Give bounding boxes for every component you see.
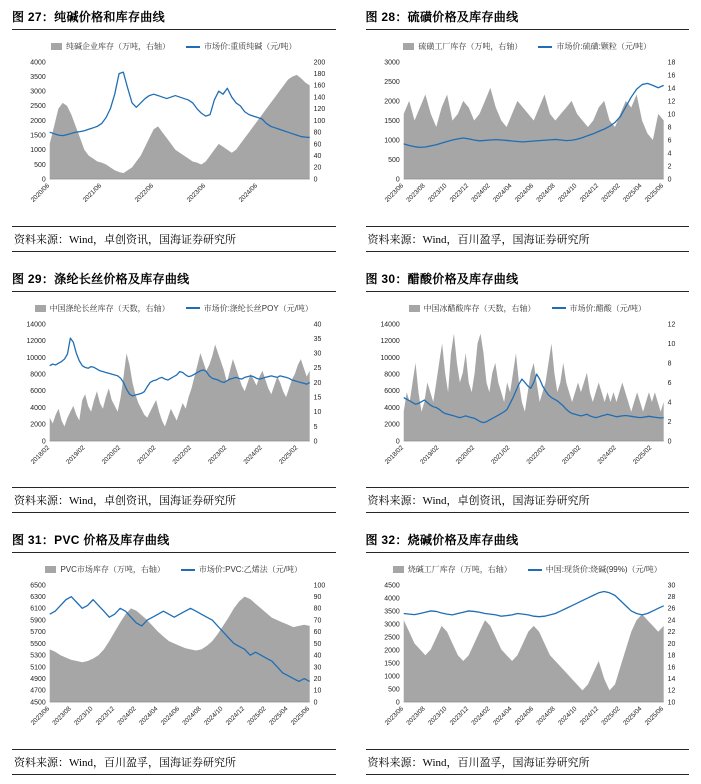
svg-text:2025/02: 2025/02 [599, 705, 622, 728]
svg-text:14000: 14000 [379, 321, 400, 329]
svg-text:20: 20 [313, 379, 322, 387]
svg-text:80: 80 [313, 129, 322, 137]
svg-text:5100: 5100 [30, 664, 46, 672]
chart-canvas [12, 577, 336, 746]
figure-title: 图 29：涤纶长丝价格及库存曲线 [12, 270, 336, 292]
legend-item-price [552, 303, 646, 314]
svg-text:0: 0 [667, 438, 672, 446]
svg-text:18: 18 [667, 59, 675, 67]
svg-text:6000: 6000 [383, 387, 400, 395]
bar-series-swatch-icon [45, 566, 56, 573]
svg-text:12: 12 [667, 688, 675, 696]
svg-text:2025/04: 2025/04 [268, 705, 290, 728]
figure-title: 图 31：PVC 价格及库存曲线 [12, 531, 336, 553]
svg-text:2024/02: 2024/02 [595, 444, 618, 466]
svg-text:2020/02: 2020/02 [454, 444, 476, 466]
svg-text:2: 2 [667, 418, 672, 426]
svg-text:40: 40 [313, 321, 322, 329]
svg-text:2024/06: 2024/06 [513, 182, 535, 204]
svg-text:180: 180 [313, 71, 326, 79]
legend-item-inventory [35, 303, 170, 314]
svg-text:14: 14 [667, 85, 675, 93]
legend-item-price [186, 303, 313, 314]
svg-text:0: 0 [313, 699, 318, 707]
svg-text:1000: 1000 [30, 147, 46, 155]
svg-text:5: 5 [313, 423, 318, 431]
svg-text:4500: 4500 [30, 699, 46, 707]
source-note: 资料来源：Wind，卓创资讯，国海证券研究所 [12, 226, 336, 252]
svg-text:5500: 5500 [30, 641, 46, 649]
svg-text:2000: 2000 [30, 421, 46, 429]
svg-text:2019/02: 2019/02 [418, 444, 441, 466]
svg-text:10000: 10000 [26, 354, 46, 362]
svg-text:2024/12: 2024/12 [224, 705, 247, 728]
figure-31 [12, 531, 336, 775]
svg-text:2000: 2000 [383, 98, 400, 106]
svg-text:4900: 4900 [30, 676, 46, 684]
svg-text:140: 140 [313, 94, 326, 102]
svg-text:6300: 6300 [30, 594, 46, 602]
legend-item-inventory [403, 41, 522, 52]
bar-series-swatch-icon [409, 305, 420, 312]
svg-text:10: 10 [313, 688, 322, 696]
bar-series-label: 中国冰醋酸库存（天数，右轴） [423, 303, 536, 313]
source-note: 资料来源：Wind，百川盈孚，国海证券研究所 [366, 749, 690, 775]
legend-item-price [538, 41, 651, 52]
line-series-label: 市场价:涤纶长丝POY（元/吨） [203, 303, 313, 313]
svg-text:0: 0 [395, 176, 400, 184]
chart-legend [366, 564, 690, 575]
svg-text:2023/02: 2023/02 [206, 444, 229, 466]
chart-canvas [366, 54, 690, 223]
chart-legend [366, 41, 690, 52]
svg-text:2024/06: 2024/06 [237, 182, 260, 204]
svg-text:2024/06: 2024/06 [159, 705, 182, 728]
chart-canvas [12, 54, 336, 223]
svg-text:12: 12 [667, 98, 675, 106]
bar-series-swatch-icon [35, 305, 46, 312]
svg-text:6: 6 [667, 379, 672, 387]
svg-text:1000: 1000 [383, 137, 400, 145]
svg-text:500: 500 [387, 686, 400, 694]
svg-text:20: 20 [313, 164, 322, 172]
svg-text:40: 40 [313, 652, 322, 660]
svg-text:10: 10 [667, 340, 675, 348]
svg-text:100: 100 [313, 117, 326, 125]
svg-text:4000: 4000 [383, 404, 400, 412]
svg-text:0: 0 [667, 176, 672, 184]
svg-text:6500: 6500 [30, 582, 46, 590]
svg-text:35: 35 [313, 335, 322, 343]
svg-text:1500: 1500 [383, 660, 400, 668]
svg-text:2025/04: 2025/04 [621, 705, 643, 728]
svg-text:2024/08: 2024/08 [534, 705, 557, 728]
svg-text:8000: 8000 [383, 371, 400, 379]
chart-legend [12, 41, 336, 52]
svg-text:2000: 2000 [383, 647, 400, 655]
figure-28 [366, 8, 690, 252]
svg-text:10: 10 [313, 408, 322, 416]
svg-text:30: 30 [313, 664, 322, 672]
svg-text:8: 8 [667, 360, 672, 368]
bar-series-label: PVC市场库存（万吨，右轴） [60, 565, 165, 575]
svg-text:15: 15 [313, 394, 322, 402]
svg-text:2023/08: 2023/08 [404, 182, 427, 204]
svg-text:4500: 4500 [383, 582, 400, 590]
svg-text:0: 0 [313, 438, 318, 446]
svg-text:2025/02: 2025/02 [631, 444, 653, 466]
svg-text:2022/02: 2022/02 [525, 444, 547, 466]
svg-text:18: 18 [667, 652, 675, 660]
svg-text:20: 20 [667, 641, 675, 649]
svg-text:2018/02: 2018/02 [383, 444, 405, 466]
svg-text:25: 25 [313, 364, 322, 372]
svg-text:2025/06: 2025/06 [643, 182, 665, 204]
svg-text:2024/12: 2024/12 [578, 705, 600, 728]
svg-text:2025/06: 2025/06 [289, 705, 312, 728]
svg-text:6100: 6100 [30, 606, 46, 614]
line-series-swatch-icon [538, 46, 552, 48]
source-note: 资料来源：Wind，卓创资讯，国海证券研究所 [366, 487, 690, 513]
legend-item-price [186, 41, 296, 52]
svg-text:2023/10: 2023/10 [426, 182, 448, 204]
svg-text:2023/08: 2023/08 [51, 705, 73, 728]
svg-text:2021/02: 2021/02 [489, 444, 512, 466]
legend-item-price [528, 564, 662, 575]
svg-text:10: 10 [667, 111, 675, 119]
chart-canvas [12, 316, 336, 485]
svg-text:20: 20 [313, 676, 322, 684]
chart-legend [366, 303, 690, 314]
svg-text:2020/02: 2020/02 [100, 444, 123, 466]
line-series-swatch-icon [186, 307, 200, 309]
svg-text:30: 30 [667, 582, 675, 590]
svg-text:2025/02: 2025/02 [599, 182, 622, 204]
source-note: 资料来源：Wind，百川盈孚，国海证券研究所 [366, 226, 690, 252]
svg-text:2024/04: 2024/04 [491, 182, 513, 204]
figure-title: 图 32：烧碱价格及库存曲线 [366, 531, 690, 553]
svg-text:60: 60 [313, 141, 322, 149]
svg-text:2024/06: 2024/06 [513, 705, 535, 728]
bar-series-swatch-icon [51, 43, 62, 50]
svg-text:2023/02: 2023/02 [560, 444, 582, 466]
svg-text:2024/08: 2024/08 [181, 705, 203, 728]
svg-text:2023/10: 2023/10 [426, 705, 448, 728]
svg-text:8: 8 [667, 124, 672, 132]
svg-text:160: 160 [313, 82, 326, 90]
svg-text:10000: 10000 [379, 354, 400, 362]
figure-title: 图 28：硫磺价格及库存曲线 [366, 8, 690, 30]
svg-text:3500: 3500 [383, 608, 400, 616]
svg-text:2024/10: 2024/10 [203, 705, 225, 728]
svg-text:2023/12: 2023/12 [448, 182, 470, 204]
svg-text:2019/02: 2019/02 [65, 444, 87, 466]
svg-text:2020/06: 2020/06 [29, 182, 52, 204]
svg-text:0: 0 [41, 438, 46, 446]
svg-text:4: 4 [667, 150, 672, 158]
svg-text:2023/12: 2023/12 [448, 705, 470, 728]
svg-text:200: 200 [313, 59, 326, 67]
bar-series-swatch-icon [403, 43, 414, 50]
svg-text:5700: 5700 [30, 629, 46, 637]
svg-text:2500: 2500 [383, 634, 400, 642]
svg-text:0: 0 [313, 176, 318, 184]
svg-text:2024/02: 2024/02 [469, 182, 492, 204]
chart-legend [12, 564, 336, 575]
svg-text:2024/08: 2024/08 [534, 182, 557, 204]
figure-29 [12, 270, 336, 514]
line-series-swatch-icon [181, 569, 195, 571]
line-series-swatch-icon [186, 46, 200, 48]
svg-text:2025/06: 2025/06 [643, 705, 665, 728]
legend-item-inventory [393, 564, 512, 575]
svg-text:12000: 12000 [26, 337, 46, 345]
chart-canvas [366, 316, 690, 485]
svg-text:22: 22 [667, 629, 675, 637]
svg-text:1000: 1000 [383, 673, 400, 681]
legend-item-inventory [409, 303, 536, 314]
figure-27 [12, 8, 336, 252]
figure-title: 图 30：醋酸价格及库存曲线 [366, 270, 690, 292]
svg-text:500: 500 [387, 156, 400, 164]
svg-text:5900: 5900 [30, 617, 46, 625]
svg-text:2024/04: 2024/04 [138, 705, 160, 728]
chart-canvas [366, 577, 690, 746]
svg-text:60: 60 [313, 629, 322, 637]
figure-title: 图 27：纯碱价格和库存曲线 [12, 8, 336, 30]
svg-text:70: 70 [313, 617, 322, 625]
svg-text:2025/02: 2025/02 [277, 444, 300, 466]
svg-text:8000: 8000 [30, 371, 46, 379]
svg-text:5300: 5300 [30, 652, 46, 660]
line-series-label: 市场价:PVC:乙烯法（元/吨） [198, 565, 303, 575]
svg-text:2023/06: 2023/06 [383, 705, 405, 728]
svg-text:2023/12: 2023/12 [94, 705, 117, 728]
legend-item-inventory [51, 41, 170, 52]
svg-text:12: 12 [667, 321, 675, 329]
svg-text:14: 14 [667, 676, 675, 684]
svg-text:3000: 3000 [383, 621, 400, 629]
svg-text:14000: 14000 [26, 321, 46, 329]
svg-text:2024/12: 2024/12 [578, 182, 600, 204]
svg-text:0: 0 [41, 176, 46, 184]
svg-text:4000: 4000 [383, 595, 400, 603]
bar-series-label: 纯碱企业库存（万吨，右轴） [66, 42, 171, 51]
svg-text:4000: 4000 [30, 404, 46, 412]
line-series-label: 市场价:重质纯碱（元/吨） [204, 42, 297, 51]
svg-text:16: 16 [667, 72, 675, 80]
svg-text:2000: 2000 [383, 421, 400, 429]
figure-32 [366, 531, 690, 775]
svg-text:2025/04: 2025/04 [621, 182, 643, 204]
svg-text:2021/02: 2021/02 [136, 444, 158, 466]
svg-text:500: 500 [34, 161, 46, 169]
svg-text:4: 4 [667, 399, 672, 407]
svg-text:10: 10 [667, 699, 675, 707]
svg-text:2024/10: 2024/10 [556, 182, 578, 204]
bar-series-swatch-icon [393, 566, 404, 573]
svg-text:2022/02: 2022/02 [171, 444, 193, 466]
svg-text:2023/10: 2023/10 [73, 705, 95, 728]
svg-text:2023/08: 2023/08 [404, 705, 427, 728]
svg-text:28: 28 [667, 594, 675, 602]
svg-text:4000: 4000 [30, 59, 46, 67]
legend-item-inventory [45, 564, 164, 575]
svg-text:120: 120 [313, 106, 326, 114]
svg-text:1500: 1500 [30, 132, 46, 140]
svg-text:2023/06: 2023/06 [383, 182, 405, 204]
svg-text:24: 24 [667, 617, 675, 625]
svg-text:12000: 12000 [379, 337, 400, 345]
svg-text:2024/10: 2024/10 [556, 705, 578, 728]
svg-text:3500: 3500 [30, 73, 46, 81]
svg-text:2023/06: 2023/06 [185, 182, 208, 204]
bar-series-label: 硫磺工厂库存（万吨，右轴） [418, 42, 523, 51]
svg-text:0: 0 [395, 438, 400, 446]
svg-text:2000: 2000 [30, 117, 46, 125]
svg-text:2025/02: 2025/02 [246, 705, 268, 728]
svg-text:4700: 4700 [30, 688, 46, 696]
svg-text:2500: 2500 [30, 103, 46, 111]
svg-text:2024/02: 2024/02 [116, 705, 138, 728]
svg-text:80: 80 [313, 606, 322, 614]
svg-text:2024/02: 2024/02 [469, 705, 492, 728]
svg-text:2022/06: 2022/06 [133, 182, 156, 204]
source-note: 资料来源：Wind，百川盈孚，国海证券研究所 [12, 749, 336, 775]
source-note: 资料来源：Wind，卓创资讯，国海证券研究所 [12, 487, 336, 513]
line-series-swatch-icon [528, 569, 542, 571]
svg-text:2023/06: 2023/06 [29, 705, 52, 728]
svg-text:2024/04: 2024/04 [491, 705, 513, 728]
line-series-swatch-icon [552, 307, 566, 309]
bar-series-label: 中国涤纶长丝库存（天数，右轴） [49, 303, 170, 313]
svg-text:2: 2 [667, 163, 672, 171]
svg-text:26: 26 [667, 606, 675, 614]
svg-text:3000: 3000 [30, 88, 46, 96]
svg-text:30: 30 [313, 350, 322, 358]
svg-text:6000: 6000 [30, 387, 46, 395]
line-series-label: 市场价:醋酸（元/吨） [569, 303, 646, 313]
svg-text:2500: 2500 [383, 78, 400, 86]
svg-text:1500: 1500 [383, 117, 400, 125]
bar-series-label: 烧碱工厂库存（万吨，右轴） [407, 565, 512, 575]
svg-text:6: 6 [667, 137, 672, 145]
figure-30 [366, 270, 690, 514]
line-series-label: 中国:现货价:烧碱(99%)（元/吨） [545, 565, 662, 575]
svg-text:90: 90 [313, 594, 322, 602]
svg-text:3000: 3000 [383, 59, 400, 67]
svg-text:100: 100 [313, 582, 326, 590]
svg-text:16: 16 [667, 664, 675, 672]
line-series-label: 市场价:硫磺:颗粒（元/吨） [556, 42, 652, 51]
legend-item-price [181, 564, 302, 575]
svg-text:2021/06: 2021/06 [81, 182, 104, 204]
svg-text:2024/02: 2024/02 [242, 444, 264, 466]
svg-text:40: 40 [313, 152, 322, 160]
chart-legend [12, 303, 336, 314]
svg-text:0: 0 [395, 699, 400, 707]
svg-text:50: 50 [313, 641, 322, 649]
svg-text:2018/02: 2018/02 [29, 444, 52, 466]
